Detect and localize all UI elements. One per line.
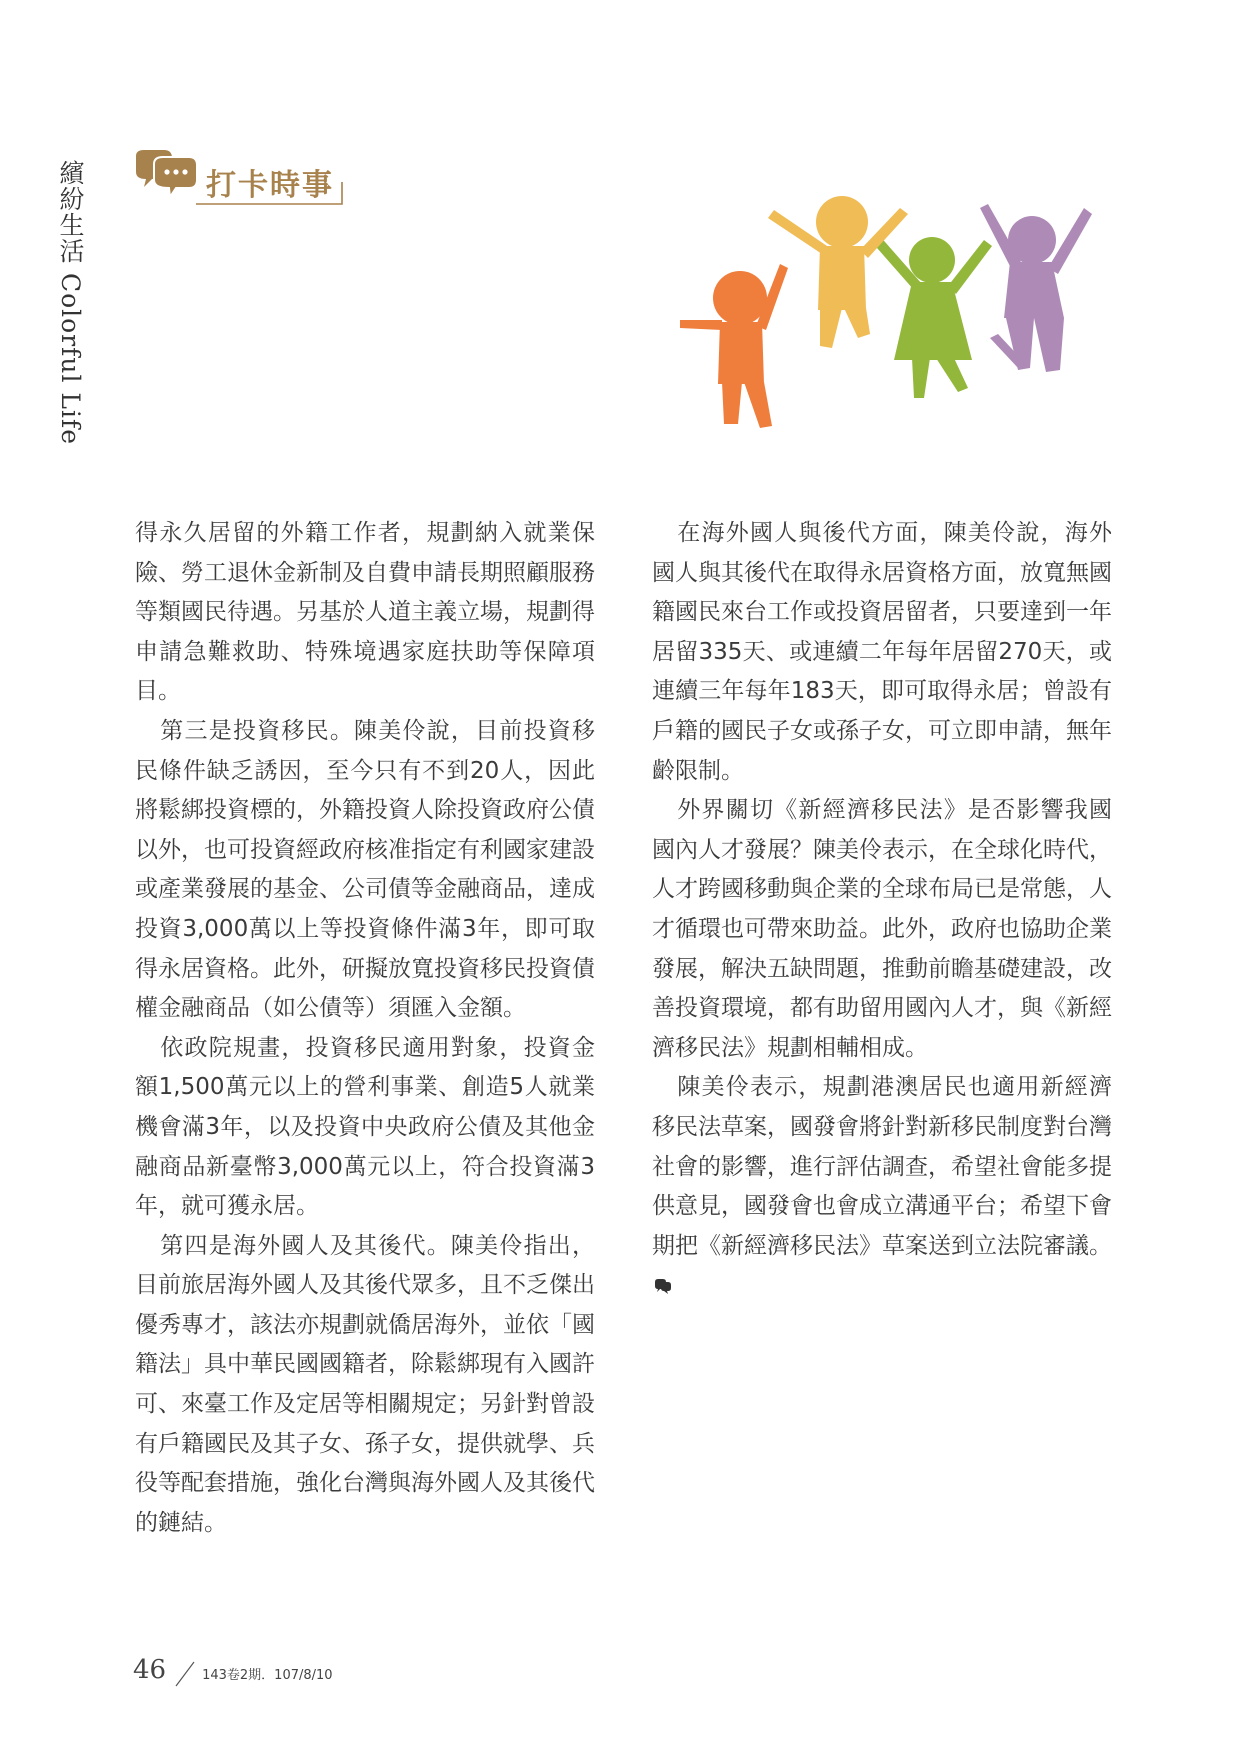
article-paragraph: [652, 1068, 1112, 1306]
divider-slash: [172, 1660, 196, 1688]
section-side-label: 繽紛生活 Colorful Life: [56, 160, 85, 446]
section-tag-label: 打卡時事: [206, 168, 334, 203]
article-paragraph: 第四是海外國人及其後代。陳美伶指出，目前旅居海外國人及其後代眾多，且不乏傑出優秀專才，該法亦規劃就僑居海外，並依「國籍法」具中華民國國籍者，除鬆綁現有入國許可、來臺工作及定居等相關規定；另針對曾設有戶籍國民及其子女、孫子女，提供就學、兵役等配套措施，強化台灣與海外國人及其後代的鏈結。: [135, 1232, 595, 1536]
article-paragraph: 在海外國人與後代方面，陳美伶說，海外國人與其後代在取得永居資格方面，放寬無國籍國民來台工作或投資居留者，只要達到一年居留335天、或連續二年每年居留270天，或連續三年每年183天，即可取得永居；曾設有戶籍的國民子女或孫子女，可立即申請，無年齡限制。: [652, 520, 1112, 784]
article-paragraph: 依政院規畫，投資移民適用對象，投資金額1,500萬元以上的營利事業、創造5人就業機會滿3年，以及投資中央政府公債及其他金融商品新臺幣3,000萬元以上，符合投資滿3年，就可獲永居。: [135, 1034, 595, 1220]
left-article-column: [135, 514, 595, 1543]
green-kid-figure: [870, 234, 992, 398]
yellow-kid-figure: [768, 196, 908, 348]
purple-kid-figure: [980, 204, 1092, 372]
article-paragraph-text: 陳美伶表示，規劃港澳居民也適用新經濟移民法草案，國發會將針對新移民制度對台灣社會的影響，進行評估調查，希望社會能多提供意見，國發會也會成立溝通平台；希望下會期把《新經濟移民法》草案送到立法院審議。: [652, 1074, 1112, 1259]
article-paragraph: 得永久居留的外籍工作者，規劃納入就業保險、勞工退休金新制及自費申請長期照顧服務等類國民待遇。另基於人道主義立場，規劃得申請急難救助、特殊境遇家庭扶助等保障項目。: [135, 520, 595, 705]
page-number: 46: [133, 1655, 167, 1685]
orange-kid-figure: [680, 264, 788, 428]
article-paragraph: 外界關切《新經濟移民法》是否影響我國國內人才發展？陳美伶表示，在全球化時代，人才跨國移動與企業的全球布局已是常態，人才循環也可帶來助益。此外，政府也協助企業發展，解決五缺問題，推動前瞻基礎建設，改善投資環境，都有助留用國內人才，與《新經濟移民法》規劃相輔相成。: [652, 797, 1112, 1061]
page-footer: [133, 1655, 333, 1688]
article-paragraph: 第三是投資移民。陳美伶說，目前投資移民條件缺乏誘因，至今只有不到20人，因此將鬆綁投資標的，外籍投資人除投資政府公債以外，也可投資經政府核准指定有利國家建設或產業發展的基金、公司債等金融商品，達成投資3,000萬以上等投資條件滿3年，即可取得永居資格。此外，研擬放寬投資移民投資債權金融商品（如公債等）須匯入金額。: [135, 717, 595, 1022]
jumping-kids-illustration: [650, 188, 1110, 488]
right-article-column: [652, 514, 1112, 1306]
section-tag: [134, 148, 344, 206]
end-mark-icon: [654, 1278, 672, 1294]
issue-info: 143卷2期．107/8/10: [202, 1668, 333, 1683]
